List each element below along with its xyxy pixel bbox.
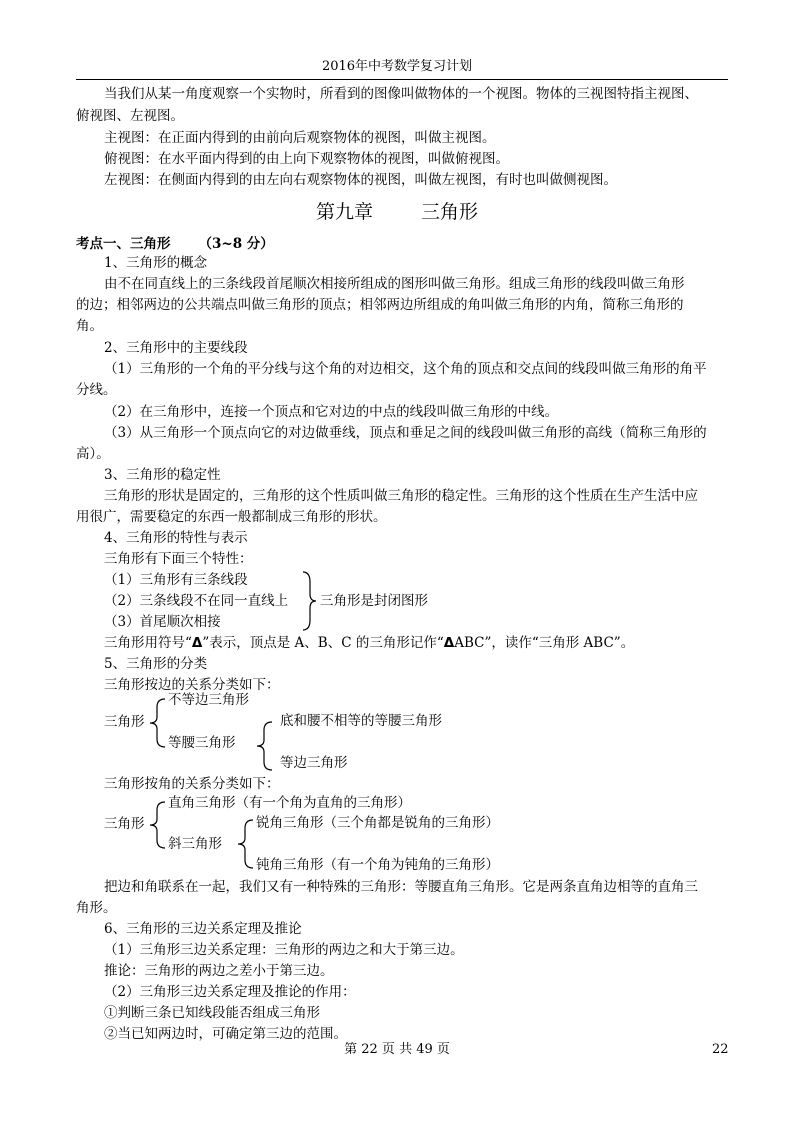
chapter-title <box>0 200 794 224</box>
angle-right: 直角三角形（有一个角为直角的三角形） <box>168 795 411 811</box>
intro-line-2: 俯视图、左视图。 <box>76 108 184 124</box>
s1-line-1: 由不在同直线上的三条线段首尾顺次相接所组成的图形叫做三角形。组成三角形的线段叫做三角形 <box>104 276 685 292</box>
s4-conclusion: 三角形是封闭图形 <box>320 593 428 609</box>
s4-title: 4、三角形的特性与表示 <box>104 530 248 546</box>
kaodian-score: （3~8 分） <box>198 236 274 252</box>
chapter-name: 三角形 <box>421 201 479 223</box>
side-iso-non-equilateral: 底和腰不相等的等腰三角形 <box>280 713 442 729</box>
s2-title: 2、三角形中的主要线段 <box>104 340 248 356</box>
s4-sym-pre: 三角形用符号“ <box>104 635 192 651</box>
s1-line-2: 的边；相邻两边的公共端点叫做三角形的顶点；相邻两边所组成的角叫做三角形的内角，简称三角形的 <box>76 297 684 313</box>
header-rule <box>76 79 728 80</box>
side-brace-1 <box>147 697 167 749</box>
s4-sym-post: ABC”，读作“三角形 ABC”。 <box>454 635 635 651</box>
s1-title: 1、三角形的概念 <box>104 255 208 271</box>
intro-line-3: 主视图：在正面内得到的由前向后观察物体的视图，叫做主视图。 <box>104 130 496 146</box>
side-root: 三角形 <box>104 714 145 730</box>
s5-combo-line-2: 角形。 <box>76 900 117 916</box>
side-isosceles: 等腰三角形 <box>168 735 236 751</box>
s6-line-3: （2）三角形三边关系定理及推论的作用： <box>104 984 356 1000</box>
s4-property-2: （2）三条线段不在同一直线上 <box>104 593 289 609</box>
intro-line-1: 当我们从某一角度观察一个实物时，所看到的图像叫做物体的一个视图。物体的三视图特指主视图、 <box>104 86 698 102</box>
s3-title: 3、三角形的稳定性 <box>104 467 221 483</box>
triangle-symbol-1: Δ <box>191 635 203 651</box>
angle-brace-2 <box>235 818 255 870</box>
angle-root: 三角形 <box>104 816 145 832</box>
angle-obtuse: 钝角三角形（有一个角为钝角的三角形） <box>256 857 499 873</box>
page-number-center: 第 22 页 共 49 页 <box>344 1042 450 1057</box>
side-equilateral: 等边三角形 <box>280 755 348 771</box>
s5-title: 5、三角形的分类 <box>104 656 208 672</box>
s4-intro: 三角形有下面三个特性： <box>104 551 253 567</box>
page-number-right: 22 <box>712 1042 729 1057</box>
s5-by-side-intro: 三角形按边的关系分类如下： <box>104 677 280 693</box>
intro-line-5: 左视图：在侧面内得到的由左向右观察物体的视图，叫做左视图，有时也叫做侧视图。 <box>104 172 617 188</box>
side-brace-2 <box>254 720 274 772</box>
s4-sym-mid: ”表示，顶点是 A、B、C 的三角形记作“ <box>202 635 444 651</box>
angle-brace-1 <box>147 800 167 850</box>
s6-line-5: ②当已知两边时，可确定第三边的范围。 <box>104 1026 347 1042</box>
s5-combo-line-1: 把边和角联系在一起，我们又有一种特殊的三角形：等腰直角三角形。它是两条直角边相等的直角三 <box>104 879 698 895</box>
s2-line-3: （2）在三角形中，连接一个顶点和它对边的中点的线段叫做三角形的中线。 <box>104 404 559 420</box>
s5-by-angle-intro: 三角形按角的关系分类如下： <box>104 776 280 792</box>
s6-line-1: （1）三角形三边关系定理：三角形的两边之和大于第三边。 <box>104 942 464 958</box>
angle-oblique: 斜三角形 <box>168 836 222 852</box>
side-scalene: 不等边三角形 <box>168 692 249 708</box>
s6-line-4: ①判断三条已知线段能否组成三角形 <box>104 1005 320 1021</box>
angle-acute: 锐角三角形（三个角都是锐角的三角形） <box>256 815 499 831</box>
s3-line-1: 三角形的形状是固定的，三角形的这个性质叫做三角形的稳定性。三角形的这个性质在生产生活中应 <box>104 488 698 504</box>
s2-line-1: （1）三角形的一个角的平分线与这个角的对边相交，这个角的顶点和交点间的线段叫做三角形的角平 <box>104 361 707 377</box>
s3-line-2: 用很广，需要稳定的东西一般都制成三角形的形状。 <box>76 509 387 525</box>
s6-line-2: 推论：三角形的两边之差小于第三边。 <box>104 963 334 979</box>
s6-title: 6、三角形的三边关系定理及推论 <box>104 921 302 937</box>
triangle-symbol-2: Δ <box>443 635 455 651</box>
property-brace <box>300 570 318 632</box>
kaodian-title: 考点一、三角形 <box>76 236 171 252</box>
s1-line-3: 角。 <box>76 318 103 334</box>
s2-line-4: （3）从三角形一个顶点向它的对边做垂线，顶点和垂足之间的线段叫做三角形的高线（简称三角形的 <box>104 425 707 441</box>
kaodian-heading <box>76 234 274 254</box>
s2-line-5: 高）。 <box>76 446 110 462</box>
s2-line-2: 分线。 <box>76 382 117 398</box>
page-header: 2016年中考数学复习计划 <box>321 59 473 74</box>
intro-line-4: 俯视图：在水平面内得到的由上向下观察物体的视图，叫做俯视图。 <box>104 151 509 167</box>
chapter-number: 第九章 <box>315 201 373 223</box>
s4-property-3: （3）首尾顺次相接 <box>104 614 221 630</box>
s4-property-1: （1）三角形有三条线段 <box>104 572 248 588</box>
s4-symbol-line <box>104 633 634 653</box>
